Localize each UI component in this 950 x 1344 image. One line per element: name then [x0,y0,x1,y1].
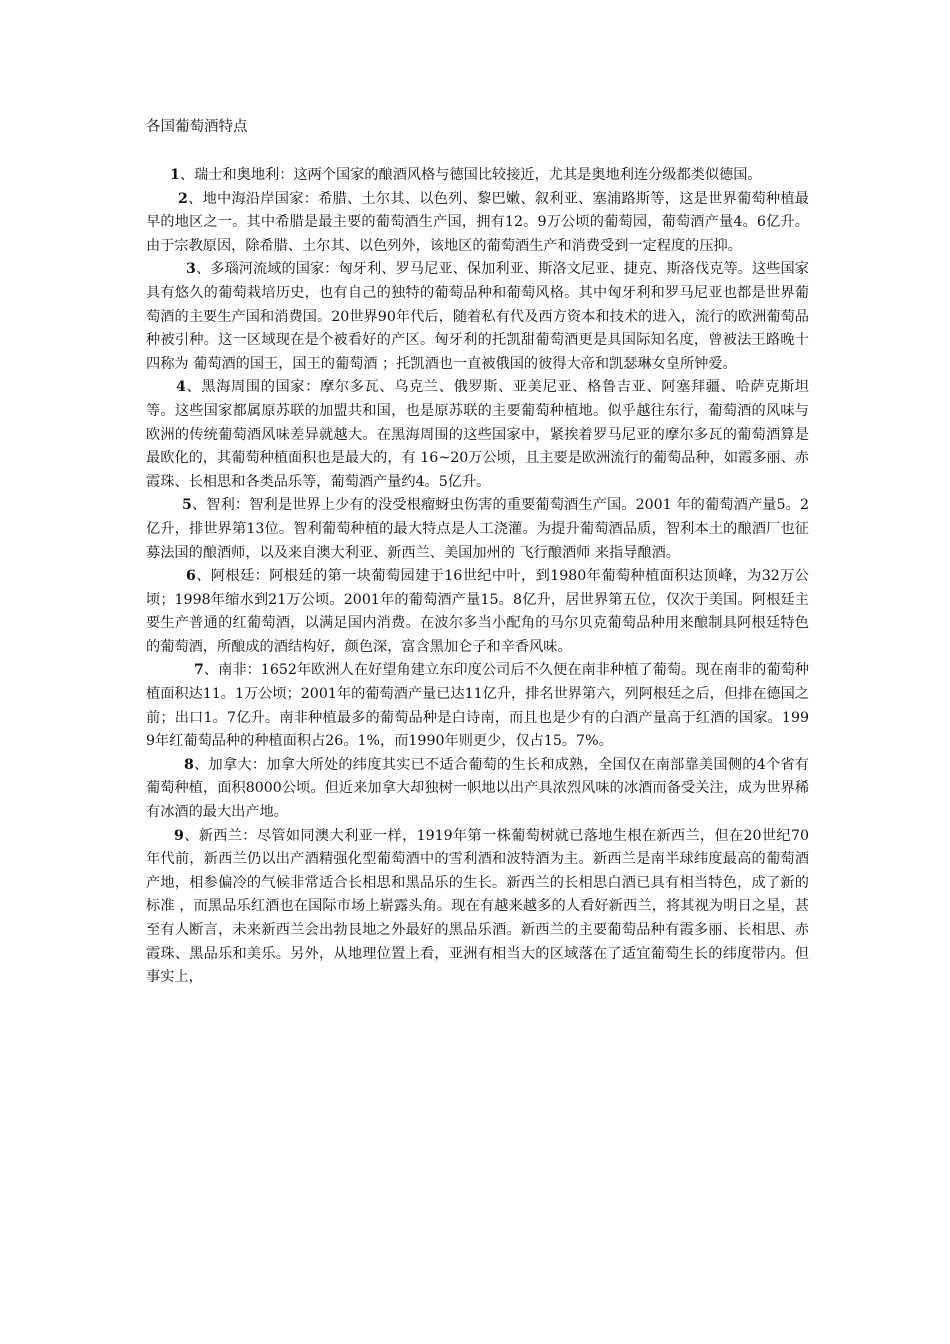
paragraph-text: 、瑞士和奥地利：这两个国家的酿酒风格与德国比较接近，尤其是奥地利连分级都类似德国。 [179,167,762,183]
paragraph-text: 、加拿大：加拿大所处的纬度其实已不适合葡萄的生长和成熟，全国仅在南部靠美国侧的4个省有葡萄种植，面积8000公顷。但近来加拿大却独树一帜地以出产具浓烈风味的冰酒而备受关注，成为世界稀有冰酒的最大出产地。 [146,756,809,821]
paragraph-switzerland-austria [146,164,809,188]
paragraph-number: 6 [186,568,196,585]
paragraph-text: 、黑海周围的国家：摩尔多瓦、乌克兰、俄罗斯、亚美尼亚、格鲁吉亚、阿塞拜疆、哈萨克斯坦等。这些国家都属原苏联的加盟共和国，也是原苏联的主要葡萄种植地。似乎越往东行，葡萄酒的风味与欧洲的传统葡萄酒风味差异就越大。在黑海周围的这些国家中，紧挨着罗马尼亚的摩尔多瓦的葡萄酒算是最欧化的，其葡萄种植面积也是最大的，有 16~20万公顷，且主要是欧洲流行的葡萄品种，如霞多丽、赤霞珠、长相思和各类品乐等，葡萄酒产量约4。5亿升。 [146,379,809,490]
paragraph-argentina [146,565,809,659]
document-title: 各国葡萄酒特点 [146,119,248,135]
paragraph-chile [146,494,809,565]
paragraph-mediterranean [146,188,809,259]
paragraph-new-zealand [146,825,809,990]
paragraph-text: 、地中海沿岸国家：希腊、土尔其、以色列、黎巴嫩、叙利亚、塞浦路斯等，这是世界葡萄种植最早的地区之一。其中希腊是最主要的葡萄酒生产国，拥有12。9万公顷的葡萄园，葡萄酒产量4。6亿升。由于宗教原因，除希腊、土尔其、以色列外，该地区的葡萄酒生产和消费受到一定程度的压抑。 [146,190,809,254]
paragraph-text: 、阿根廷：阿根廷的第一块葡萄园建于16世纪中叶，到1980年葡萄种植面积达顶峰，为32万公顷；1998年缩水到21万公顷。2001年的葡萄酒产量15。8亿升，居世界第五位，仅次于美国。阿根廷主要生产普通的红葡萄酒，以满足国内消费。在波尔多当小配角的马尔贝克葡萄品种用来酿制具阿根廷特色的葡萄酒，所酿成的酒结构好，颜色深，富含黑加仑子和辛香风味。 [146,568,809,655]
paragraph-number: 9 [174,827,184,844]
paragraph-text: 、新西兰：尽管如同澳大利亚一样，1919年第一株葡萄树就已落地生根在新西兰，但在20世纪70年代前，新西兰仍以出产酒精强化型葡萄酒中的雪利酒和波特酒为主。新西兰是南半球纬度最高的葡萄酒产地，相参偏冷的气候非常适合长相思和黑品乐的生长。新西兰的长相思白酒已具有相当特色，成了新的 标准 ，而黑品乐红酒也在国际市场上崭露头角。现在有越来越多的人看好新西兰，将其视为明日之星，甚至有人断言，未来新西兰会出勃艮地之外最好的黑品乐酒。新西兰的主要葡萄品种有霞多丽、长相思、赤霞珠、黑品乐和美乐。另外，从地理位置上看，亚洲有相当大的区域落在了适宜葡萄生长的纬度带内。但事实上， [146,827,809,986]
paragraph-number: 4 [176,379,186,396]
paragraph-number: 5 [182,497,192,514]
paragraph-number: 3 [186,261,196,278]
document-body [146,164,809,990]
paragraph-danube [146,258,809,376]
paragraph-number: 8 [184,756,194,773]
paragraph-black-sea [146,376,809,494]
paragraph-number: 1 [170,167,180,183]
paragraph-number: 2 [178,190,188,207]
paragraph-text: 、南非：1652年欧洲人在好望角建立东印度公司后不久便在南非种植了葡萄。现在南非的葡萄种植面积达11。1万公顷；2001年的葡萄酒产量已达11亿升，排名世界第六，列阿根廷之后，但排在德国之前；出口1。7亿升。南非种植最多的葡萄品种是白诗南，而且也是少有的白酒产量高于红酒的国家。1999年红葡萄品种的种植面积占26。1%，而1990年则更少，仅占15。7%。 [146,662,809,750]
paragraph-number: 7 [194,662,204,679]
paragraph-canada [146,754,809,825]
paragraph-text: 、多瑙河流域的国家：匈牙利、罗马尼亚、保加利亚、斯洛文尼亚、捷克、斯洛伐克等。这些国家具有悠久的葡萄栽培历史，也有自己的独特的葡萄品种和葡萄风格。其中匈牙利和罗马尼亚也都是世界葡萄酒的主要生产国和消费国。20世界90年代后，随着私有代及西方资本和技术的进入，流行的欧洲葡萄品种被引种。这一区域现在是个被看好的产区。匈牙利的托凯甜葡萄酒更是具国际知名度，曾被法王路晚十四称为 葡萄酒的国王，国王的葡萄酒 ；托凯酒也一直被俄国的彼得大帝和凯瑟琳女皇所钟爱。 [146,261,809,372]
paragraph-text: 、智利：智利是世界上少有的没受根瘤蚜虫伤害的重要葡萄酒生产国。2001 年的葡萄酒产量5。2亿升，排世界第13位。智利葡萄种植的最大特点是人工浇灌。为提升葡萄酒品质，智利本土的酿酒厂也征募法国的酿酒师，以及来自澳大利亚、新西兰、美国加州的 飞行酿酒师 来指导酿酒。 [146,497,809,561]
paragraph-south-africa [146,659,809,753]
